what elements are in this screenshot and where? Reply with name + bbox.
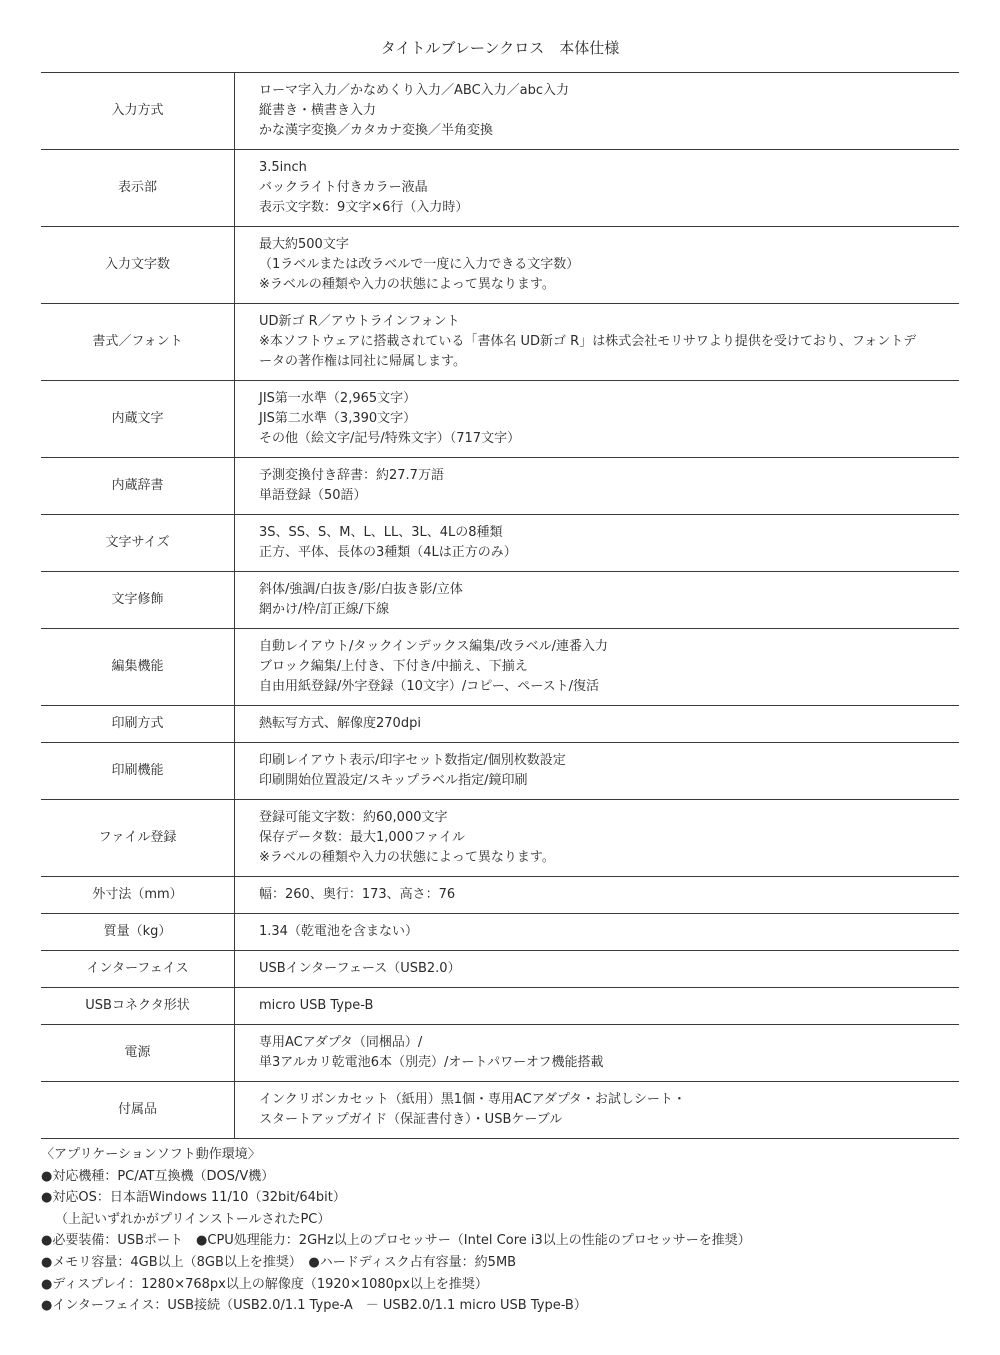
spec-value	[235, 877, 960, 914]
spec-table-body	[41, 73, 959, 1139]
spec-value-line: 自動レイアウト/タックインデックス編集/改ラベル/連番入力	[259, 639, 609, 654]
notes-item: ●メモリ容量：4GB以上（8GB以上を推奨） ●ハードディスク占有容量：約5MB	[41, 1254, 517, 1270]
spec-row	[41, 458, 959, 515]
spec-value-line: バックライト付きカラー液晶	[259, 180, 428, 195]
spec-value-line: ※本ソフトウェアに搭載されている「書体名 UD新ゴ R」は株式会社モリサワより提供を受けており、フォントデ	[259, 334, 917, 349]
spec-value-line: スタートアップガイド（保証書付き）・USBケーブル	[259, 1112, 563, 1127]
notes-item: ●対応OS：日本語Windows 11/10（32bit/64bit）	[41, 1190, 346, 1206]
spec-value-line: 正方、平体、長体の3種類（4Lは正方のみ）	[259, 545, 517, 560]
spec-value-line: USBインターフェース（USB2.0）	[259, 961, 461, 976]
spec-label: ファイル登録	[41, 800, 235, 877]
spec-value-line: 自由用紙登録/外字登録（10文字）/コピー、ペースト/復活	[259, 679, 599, 694]
spec-value	[235, 572, 960, 629]
spec-row	[41, 1025, 959, 1082]
spec-label: 電源	[41, 1025, 235, 1082]
spec-value-line: 単語登録（50語）	[259, 488, 367, 503]
spec-value-line: 印刷レイアウト表示/印字セット数指定/個別枚数設定	[259, 753, 566, 768]
notes-item: （上記いずれかがプリインストールされたPC）	[55, 1211, 331, 1227]
spec-value	[235, 743, 960, 800]
spec-label: 印刷方式	[41, 706, 235, 743]
spec-value	[235, 951, 960, 988]
spec-value-line: （1ラベルまたは改ラベルで一度に入力できる文字数）	[259, 257, 580, 272]
spec-value	[235, 629, 960, 706]
spec-value-line: JIS第一水準（2,965文字）	[259, 391, 417, 406]
page-title: タイトルブレーンクロス 本体仕様	[380, 39, 620, 57]
spec-label: 入力文字数	[41, 227, 235, 304]
spec-label: インターフェイス	[41, 951, 235, 988]
spec-row	[41, 877, 959, 914]
spec-label: USBコネクタ形状	[41, 988, 235, 1025]
spec-value	[235, 515, 960, 572]
spec-value-line: ータの著作権は同社に帰属します。	[259, 354, 466, 369]
spec-value-line: 幅：260、奥行：173、高さ：76	[259, 887, 456, 902]
spec-value-line: 1.34（乾電池を含まない）	[259, 924, 418, 939]
spec-value-line: 熱転写方式、解像度270dpi	[259, 716, 421, 731]
spec-value-line: かな漢字変換／カタカナ変換／半角変換	[259, 123, 494, 138]
spec-label: 文字サイズ	[41, 515, 235, 572]
notes-item: ●ディスプレイ：1280×768px以上の解像度（1920×1080px以上を推奨）	[41, 1276, 488, 1292]
spec-value-line: JIS第二水準（3,390文字）	[259, 411, 417, 426]
spec-value-line: UD新ゴ R／アウトラインフォント	[259, 314, 460, 329]
spec-value-line: 保存データ数：最大1,000ファイル	[259, 830, 465, 845]
spec-value	[235, 988, 960, 1025]
spec-value-line: その他（絵文字/記号/特殊文字）（717文字）	[259, 431, 521, 446]
spec-row	[41, 706, 959, 743]
spec-row	[41, 629, 959, 706]
spec-value	[235, 227, 960, 304]
spec-value	[235, 1025, 960, 1082]
spec-row	[41, 73, 959, 150]
spec-value	[235, 150, 960, 227]
spec-label: 表示部	[41, 150, 235, 227]
spec-value-line: ローマ字入力／かなめくり入力／ABC入力／abc入力	[259, 83, 570, 98]
spec-value	[235, 914, 960, 951]
spec-value-line: 最大約500文字	[259, 237, 349, 252]
spec-value	[235, 304, 960, 381]
spec-value-line: 斜体/強調/白抜き/影/白抜き影/立体	[259, 582, 463, 597]
spec-value-line: ※ラベルの種類や入力の状態によって異なります。	[259, 850, 555, 865]
notes-heading: 〈アプリケーションソフト動作環境〉	[41, 1147, 261, 1162]
spec-label: 印刷機能	[41, 743, 235, 800]
spec-value-line: 3S、SS、S、M、L、LL、3L、4Lの8種類	[259, 525, 503, 540]
spec-value-line: ブロック編集/上付き、下付き/中揃え、下揃え	[259, 659, 528, 674]
spec-value-line: 表示文字数：9文字×6行（入力時）	[259, 200, 469, 215]
spec-label: 内蔵辞書	[41, 458, 235, 515]
spec-value-line: 予測変換付き辞書：約27.7万語	[259, 468, 444, 483]
notes-item: ●インターフェイス：USB接続（USB2.0/1.1 Type-A － USB2.0/1.1 micro USB Type-B）	[41, 1298, 587, 1314]
spec-row	[41, 381, 959, 458]
spec-row	[41, 951, 959, 988]
spec-row	[41, 1082, 959, 1139]
spec-label: 外寸法（mm）	[41, 877, 235, 914]
spec-label: 文字修飾	[41, 572, 235, 629]
spec-value-line: インクリボンカセット（紙用）黒1個・専用ACアダプタ・お試しシート・	[259, 1092, 686, 1107]
requirements-notes	[41, 1144, 971, 1317]
spec-value	[235, 1082, 960, 1139]
spec-label: 編集機能	[41, 629, 235, 706]
spec-table	[41, 72, 959, 1139]
spec-row	[41, 150, 959, 227]
spec-row	[41, 914, 959, 951]
spec-row	[41, 988, 959, 1025]
spec-value	[235, 381, 960, 458]
spec-value	[235, 800, 960, 877]
notes-item: ●対応機種：PC/AT互換機（DOS/V機）	[41, 1168, 275, 1184]
spec-value-line: 専用ACアダプタ（同梱品）/	[259, 1035, 423, 1050]
spec-value-line: 網かけ/枠/訂正線/下線	[259, 602, 390, 617]
spec-value	[235, 706, 960, 743]
spec-value	[235, 458, 960, 515]
spec-row	[41, 800, 959, 877]
spec-row	[41, 572, 959, 629]
spec-label: 入力方式	[41, 73, 235, 150]
spec-value-line: 単3アルカリ乾電池6本（別売）/オートパワーオフ機能搭載	[259, 1055, 604, 1070]
spec-row	[41, 743, 959, 800]
spec-value-line: 3.5inch	[259, 160, 307, 175]
spec-label: 書式／フォント	[41, 304, 235, 381]
spec-value	[235, 73, 960, 150]
spec-label: 付属品	[41, 1082, 235, 1139]
spec-row	[41, 515, 959, 572]
spec-value-line: micro USB Type-B	[259, 998, 374, 1013]
spec-label: 質量（kg）	[41, 914, 235, 951]
notes-item: ●必要装備：USBポート ●CPU処理能力：2GHz以上のプロセッサー（Intel Core i3以上の性能のプロセッサーを推奨）	[41, 1233, 751, 1249]
spec-value-line: 登録可能文字数：約60,000文字	[259, 810, 448, 825]
spec-row	[41, 304, 959, 381]
spec-row	[41, 227, 959, 304]
spec-label: 内蔵文字	[41, 381, 235, 458]
spec-value-line: 印刷開始位置設定/スキップラベル指定/鏡印刷	[259, 773, 528, 788]
spec-value-line: ※ラベルの種類や入力の状態によって異なります。	[259, 277, 555, 292]
spec-value-line: 縦書き・横書き入力	[259, 103, 377, 118]
